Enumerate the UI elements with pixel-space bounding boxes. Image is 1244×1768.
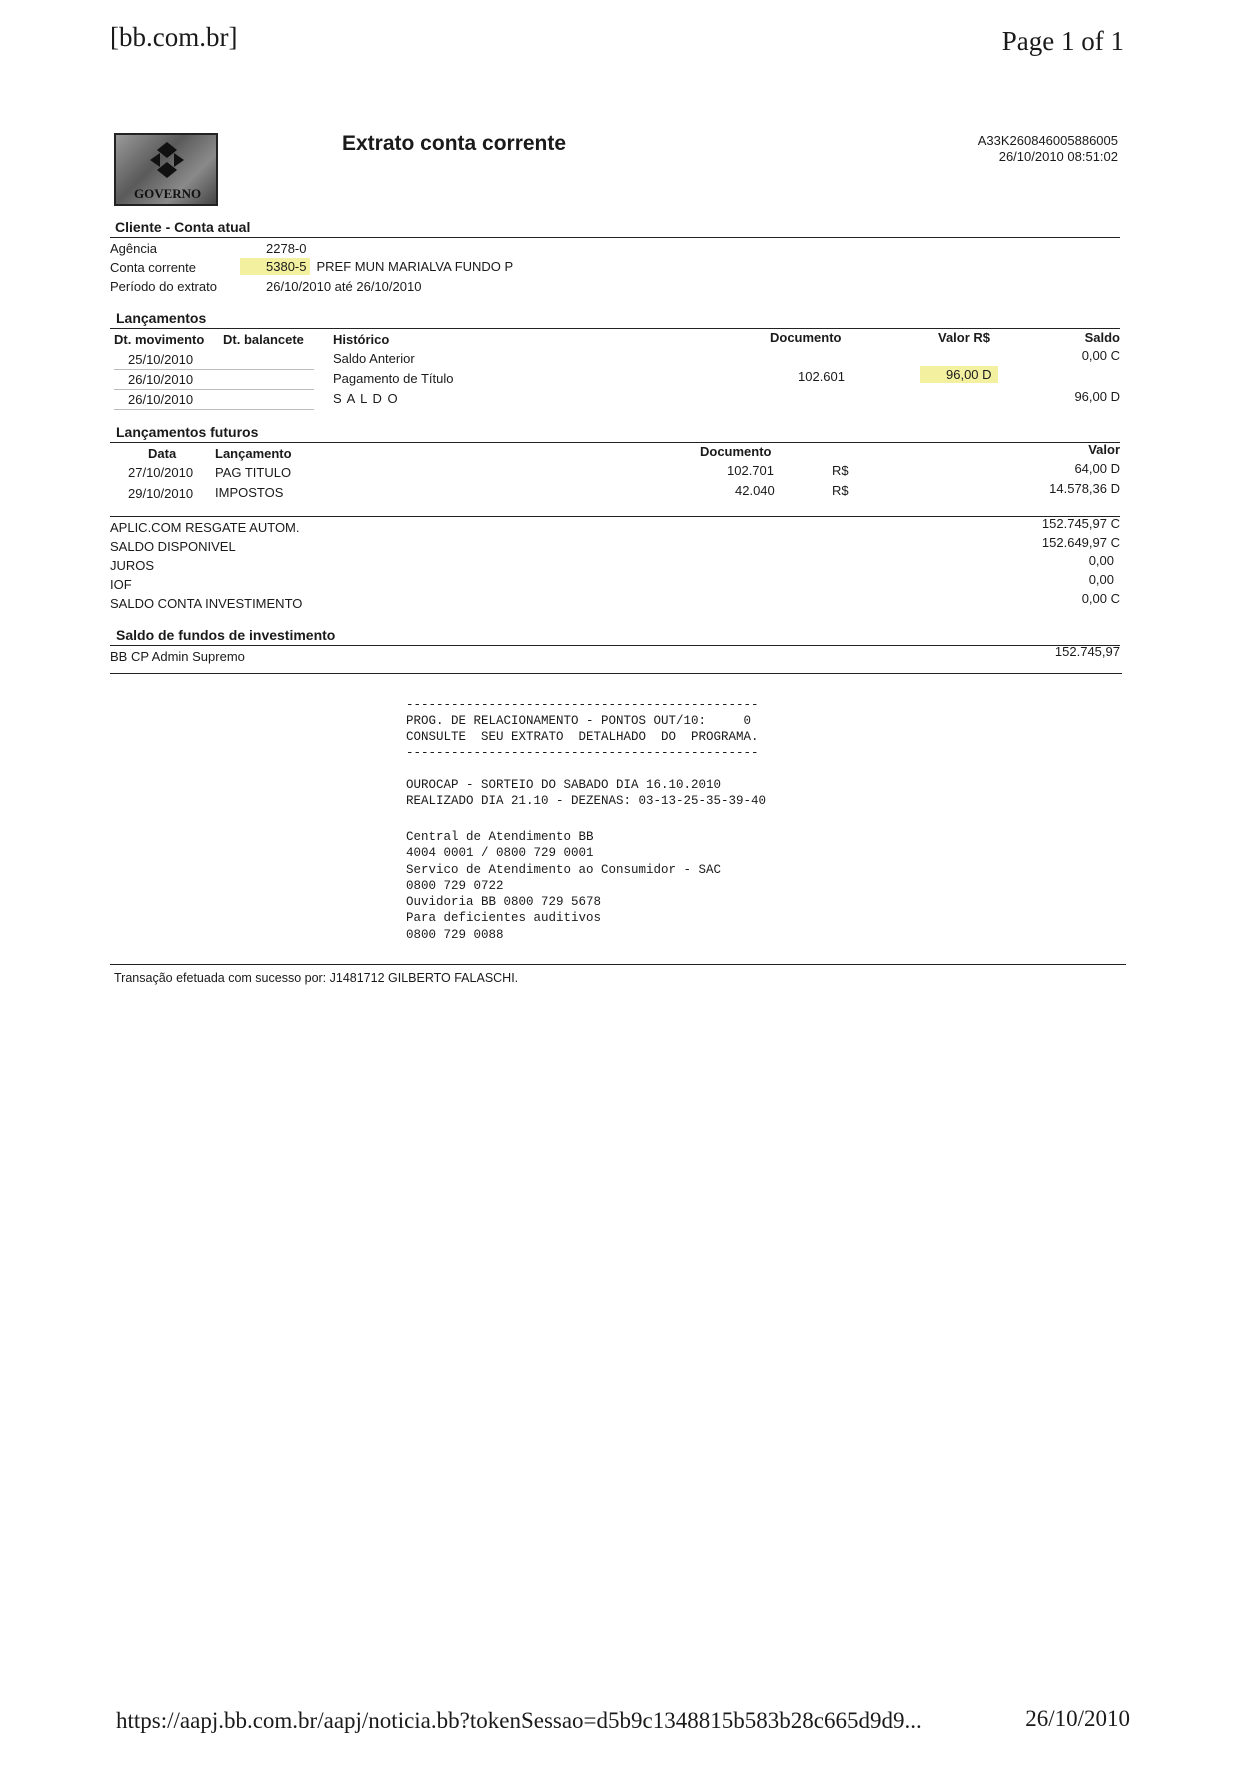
page-number: Page 1 of 1 <box>1001 26 1124 56</box>
fundos-heading: Saldo de fundos de investimento <box>116 627 336 643</box>
reference-datetime: 26/10/2010 08:51:02 <box>998 149 1118 164</box>
col-saldo: Saldo <box>1084 330 1120 345</box>
col-valor: Valor R$ <box>938 330 991 345</box>
fundo-name: BB CP Admin Supremo <box>110 649 245 664</box>
fut-col-documento: Documento <box>700 444 772 459</box>
print-url: https://aapj.bb.com.br/aapj/noticia.bb?tokenSessao=d5b9c1348815b583b28c665d9d9... <box>116 1708 922 1733</box>
lanc-row-2-hist: Pagamento de Título <box>333 371 454 386</box>
col-documento: Documento <box>770 330 842 345</box>
lanc-row-3-hist: S A L D O <box>333 391 399 406</box>
fut-row-1-doc: 102.701 <box>727 463 774 478</box>
fut-row-1-lanc: PAG TITULO <box>215 465 292 480</box>
lancamentos-heading: Lançamentos <box>116 310 207 326</box>
fut-row-2-lanc: IMPOSTOS <box>215 485 284 500</box>
resumo-juros-value: 0,00 <box>1088 553 1114 568</box>
periodo-label: Período do extrato <box>110 279 217 294</box>
fut-row-1-data: 27/10/2010 <box>128 465 194 480</box>
page-title: Extrato conta corrente <box>342 132 567 155</box>
conta-value: 5380-5 <box>240 258 310 275</box>
periodo-value: 26/10/2010 até 26/10/2010 <box>266 279 422 294</box>
lanc-row-3-saldo: 96,00 D <box>1074 389 1120 404</box>
msg-prog-2: CONSULTE SEU EXTRATO DETALHADO DO PROGRAMA. <box>406 730 759 744</box>
fut-row-2-valor: 14.578,36 D <box>1049 481 1120 496</box>
resumo-iof-value: 0,00 <box>1088 572 1114 587</box>
resumo-disponivel-value: 152.649,97 C <box>1041 535 1120 550</box>
msg-ourocap-1: OUROCAP - SORTEIO DO SABADO DIA 16.10.2010 <box>406 778 722 792</box>
fut-row-2-data: 29/10/2010 <box>128 486 194 501</box>
cliente-heading: Cliente - Conta atual <box>115 219 251 235</box>
futuros-heading: Lançamentos futuros <box>116 424 259 440</box>
fut-col-lancamento: Lançamento <box>215 446 292 461</box>
msg-ourocap-2: REALIZADO DIA 21.10 - DEZENAS: 03-13-25-35-39-40 <box>406 794 767 808</box>
lanc-row-2-doc: 102.601 <box>798 369 845 384</box>
agencia-label: Agência <box>110 241 157 256</box>
resumo-juros-label: JUROS <box>110 558 155 573</box>
agencia-value: 2278-0 <box>266 241 307 256</box>
resumo-invest-value: 0,00 C <box>1081 591 1120 606</box>
lanc-row-2-valor-wrap <box>920 367 998 382</box>
col-dt-balancete: Dt. balancete <box>223 332 304 347</box>
site-label: [bb.com.br] <box>110 22 238 52</box>
fut-row-1-cur: R$ <box>832 463 849 478</box>
fundo-value: 152.745,97 <box>1054 644 1120 659</box>
fut-col-data: Data <box>148 446 177 461</box>
col-historico: Histórico <box>333 332 390 347</box>
lanc-row-1-dt: 25/10/2010 <box>128 352 194 367</box>
lanc-row-2-dt: 26/10/2010 <box>128 372 194 387</box>
fut-row-2-doc: 42.040 <box>735 483 775 498</box>
resumo-iof-label: IOF <box>110 577 132 592</box>
msg-prog-1: PROG. DE RELACIONAMENTO - PONTOS OUT/10: 0 <box>406 714 752 728</box>
resumo-invest-label: SALDO CONTA INVESTIMENTO <box>110 596 303 611</box>
transacao-footer: Transação efetuada com sucesso por: J1481712 GILBERTO FALASCHI. <box>114 971 519 985</box>
fut-col-valor: Valor <box>1088 442 1120 457</box>
resumo-disponivel-label: SALDO DISPONIVEL <box>110 539 236 554</box>
fut-row-2-cur: R$ <box>832 483 849 498</box>
lanc-row-2-valor: 96,00 D <box>920 366 998 383</box>
lanc-row-3-dt: 26/10/2010 <box>128 392 194 407</box>
logo-label: GOVERNO <box>134 186 202 201</box>
bank-logo <box>114 133 218 206</box>
conta-holder: PREF MUN MARIALVA FUNDO P <box>316 259 514 274</box>
fut-row-1-valor: 64,00 D <box>1074 461 1120 476</box>
print-date: 26/10/2010 <box>1025 1706 1130 1731</box>
conta-value-wrap <box>240 259 513 274</box>
lanc-row-1-hist: Saldo Anterior <box>333 351 415 366</box>
col-dt-movimento: Dt. movimento <box>114 332 205 347</box>
bb-logo-icon <box>144 140 190 180</box>
msg-central: Central de Atendimento BB 4004 0001 / 0800 729 0001 Servico de Atendimento ao Consumidor - SAC 0800 729 0722 Ouvidoria BB 0800 729 5678 Para deficientes auditivos 0800 729 0088 <box>406 830 722 942</box>
conta-label: Conta corrente <box>110 260 196 275</box>
reference-code: A33K260846005886005 <box>977 133 1118 148</box>
resumo-aplic-value: 152.745,97 C <box>1041 516 1120 531</box>
msg-dash-2: ----------------------------------------------- <box>406 746 759 760</box>
reference-block <box>978 133 1118 165</box>
lanc-row-1-saldo: 0,00 C <box>1081 348 1120 363</box>
resumo-aplic-label: APLIC.COM RESGATE AUTOM. <box>110 520 300 535</box>
msg-dash-1: ----------------------------------------------- <box>406 698 759 712</box>
